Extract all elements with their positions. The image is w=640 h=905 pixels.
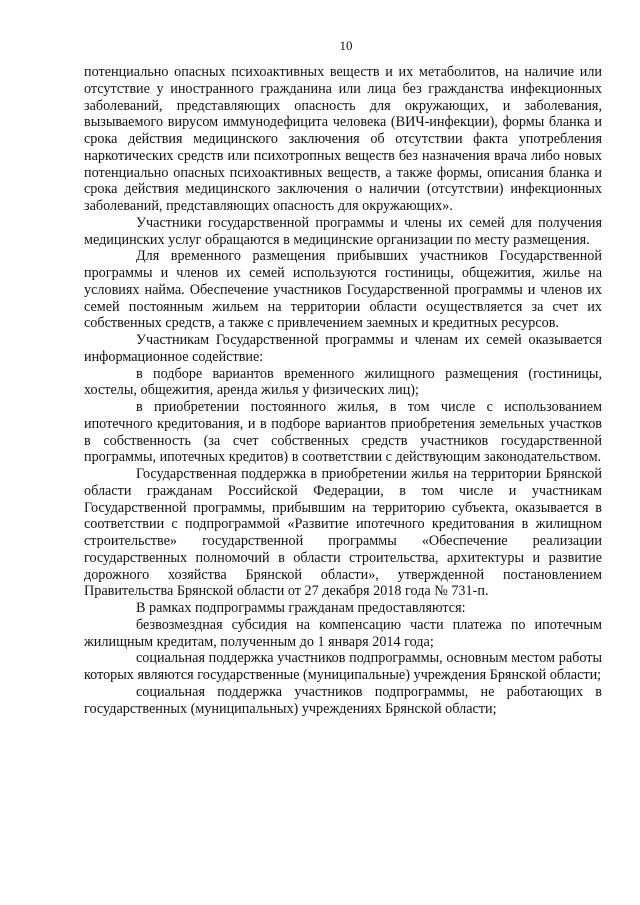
list-item: в подборе вариантов временного жилищного размещения (гостиницы, хостелы, общежития, аренда жилья у физических лиц); — [84, 365, 602, 399]
list-item: в приобретении постоянного жилья, в том числе с использованием ипотечного кредитования, и в подборе вариантов приобретения земельных участков в собственность (за счет собственных средств участников государственной программы, ипотечных кредитов) в соответствии с действующим законодательством. — [84, 399, 602, 466]
paragraph: Государственная поддержка в приобретении жилья на территории Брянской области гражданам Российской Федерации, в том числе и участникам Государственной программы, прибывшим на территорию субъекта, оказывается в соответствии с подпрограммой «Развитие ипотечного кредитования в жилищном строительстве» государственной программы «Обеспечение реализации государственных полномочий в области строительства, архитектуры и развитие дорожного хозяйства Брянской области», утвержденной постановлением Правительства Брянской области от 27 декабря 2018 года № 731-п. — [84, 466, 602, 600]
list-item: социальная поддержка участников подпрограммы, основным местом работы которых являются государственные (муниципальные) учреждения Брянской области; — [84, 650, 602, 683]
paragraph: Участники государственной программы и члены их семей для получения медицинских услуг обращаются в медицинские организации по месту размещения. — [84, 214, 602, 248]
list-item: безвозмездная субсидия на компенсацию части платежа по ипотечным жилищным кредитам, полученным до 1 января 2014 года; — [84, 616, 602, 650]
document-body — [84, 64, 602, 717]
paragraph: потенциально опасных психоактивных веществ и их метаболитов, на наличие или отсутствие у иностранного гражданина или лица без гражданства инфекционных заболеваний, представляющих опасность для окружающих, и заболевания, вызываемого вирусом иммунодефицита человека (ВИЧ-инфекции), формы бланка и срока действия медицинского заключения об отсутствии факта употребления наркотических средств или психотропных веществ без назначения врача либо новых потенциально опасных психоактивных веществ, а также формы, описания бланка и срока действия медицинского заключения о наличии (отсутствии) инфекционных заболеваний, представляющих опасность для окружающих». — [84, 64, 602, 214]
paragraph: Для временного размещения прибывших участников Государственной программы и членов их семей используются гостиницы, общежития, жилье на условиях найма. Обеспечение участников Государственной программы и членов их семей постоянным жильем на территории области осуществляется за счет их собственных средств, а также с привлечением заемных и кредитных ресурсов. — [84, 248, 602, 332]
paragraph: Участникам Государственной программы и членам их семей оказывается информационное содействие: — [84, 332, 602, 365]
page-number: 10 — [339, 38, 353, 53]
paragraph: В рамках подпрограммы гражданам предоставляются: — [136, 600, 466, 616]
list-item: социальная поддержка участников подпрограммы, не работающих в государственных (муниципальных) учреждениях Брянской области; — [84, 683, 602, 717]
